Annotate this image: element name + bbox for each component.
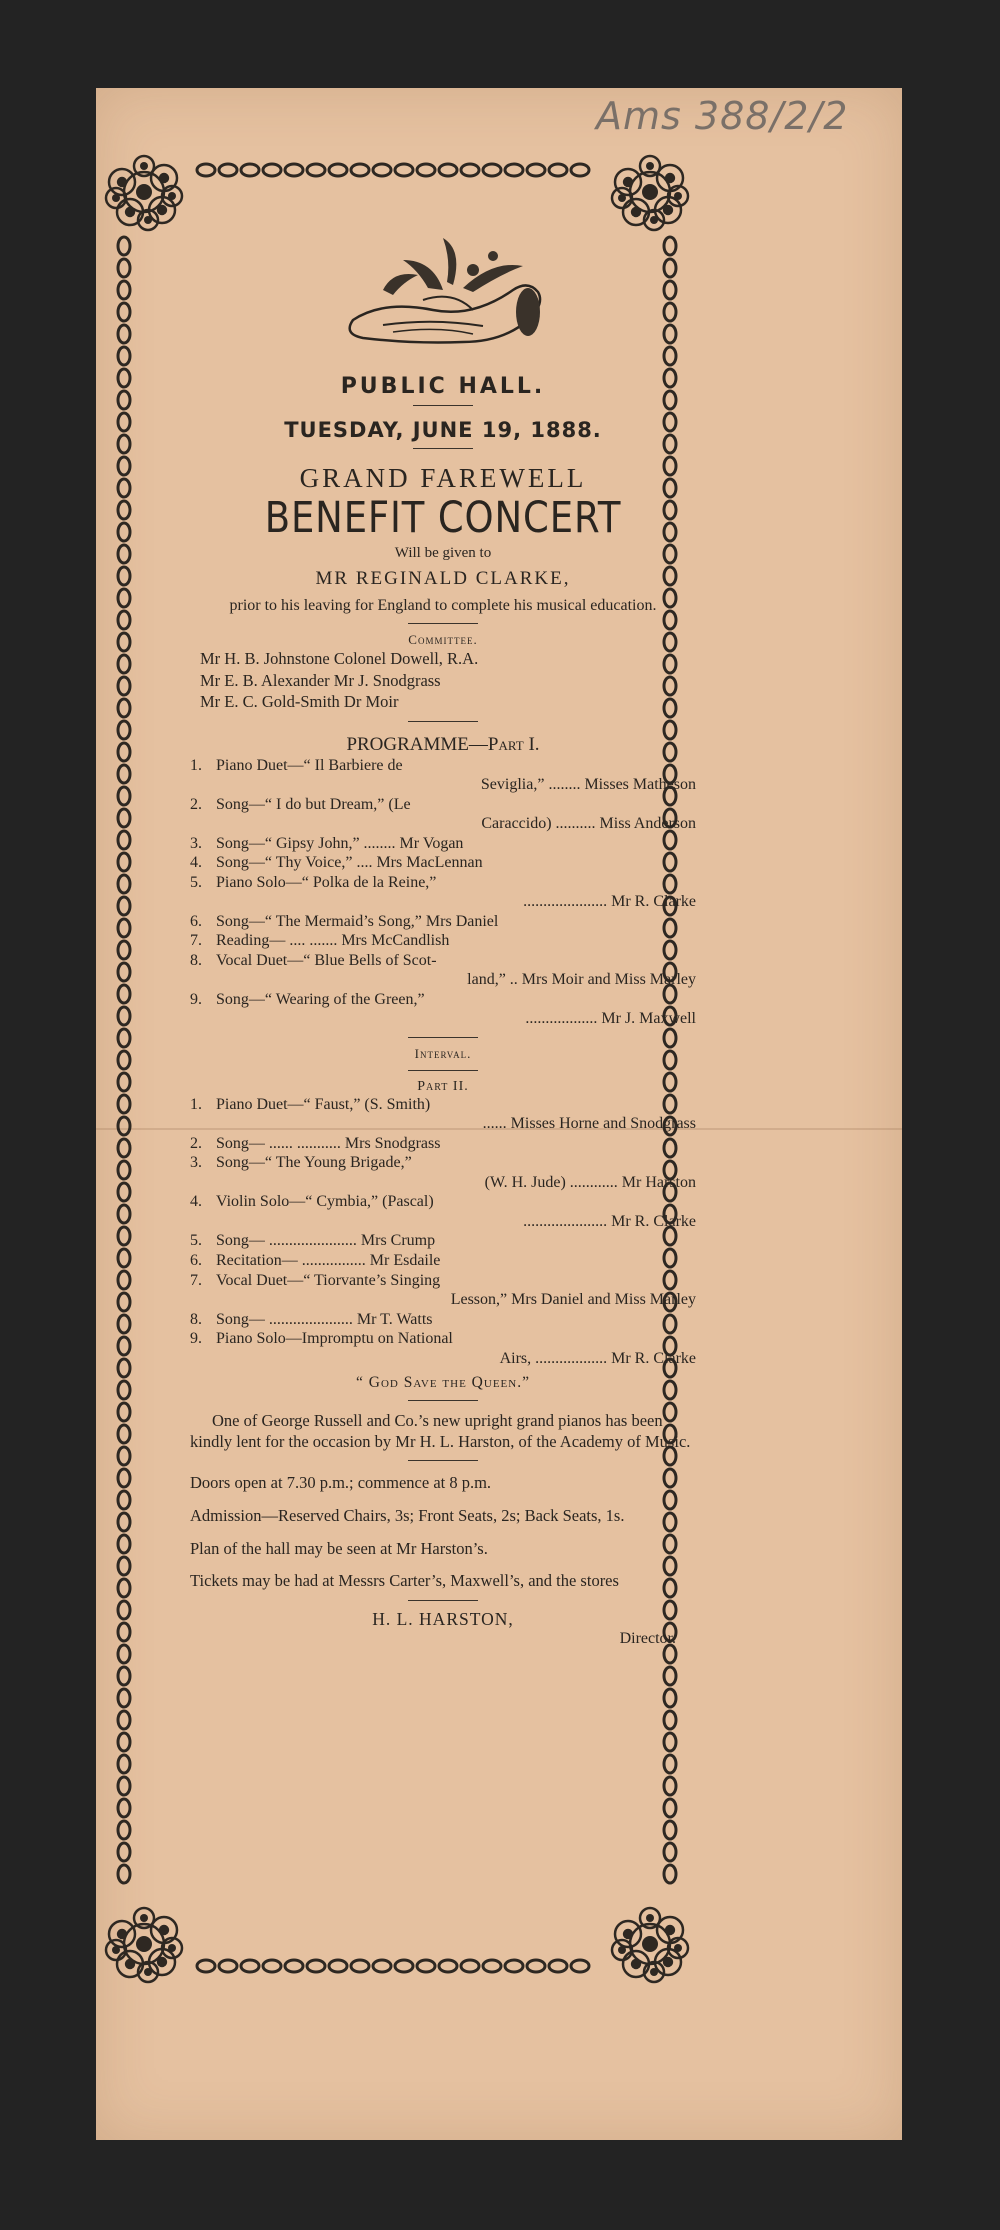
- divider: [408, 1400, 478, 1401]
- chain-link: [118, 677, 130, 695]
- doors-line: Doors open at 7.30 p.m.; commence at 8 p.m.: [190, 1473, 492, 1493]
- programme-item: [190, 912, 696, 932]
- chain-link: [118, 941, 130, 959]
- programme-item: [190, 1271, 696, 1310]
- item-text: Piano Solo—Impromptu on National: [216, 1330, 453, 1348]
- chain-link: [118, 1095, 130, 1113]
- divider: [408, 721, 478, 722]
- chain-link: [417, 1960, 435, 1972]
- piano-note: One of George Russell and Co.’s new upright grand pianos has been kindly lent for the occasion by Mr H. L. Harston, of the Academy of Music.: [190, 1411, 691, 1451]
- chain-link: [664, 1865, 676, 1883]
- chain-link: [664, 1667, 676, 1685]
- chain-link: [118, 1755, 130, 1773]
- programme-item: [190, 873, 696, 912]
- chain-link: [118, 1667, 130, 1685]
- programme-item: [190, 1095, 696, 1134]
- chain-link: [307, 1960, 325, 1972]
- chain-link: [329, 1960, 347, 1972]
- chain-link: [118, 303, 130, 321]
- chain-link: [118, 633, 130, 651]
- divider: [408, 1460, 478, 1461]
- chain-link: [118, 413, 130, 431]
- item-number: 2.: [190, 795, 202, 813]
- chain-link: [571, 1960, 589, 1972]
- chain-link: [118, 1447, 130, 1465]
- item-performer: ...... Misses Horne and Snodgrass: [482, 1115, 696, 1133]
- committee-heading: Committee.: [408, 632, 478, 648]
- chain-link: [263, 164, 281, 176]
- chain-link: [664, 1777, 676, 1795]
- chain-link: [664, 1821, 676, 1839]
- divider: [408, 1070, 478, 1071]
- chain-link: [118, 589, 130, 607]
- programme-item: [190, 1251, 696, 1271]
- divider: [408, 1600, 478, 1601]
- chain-link: [118, 1865, 130, 1883]
- chain-link: [395, 1960, 413, 1972]
- item-number: 4.: [190, 854, 202, 872]
- item-number: 1.: [190, 1095, 202, 1113]
- item-text: Vocal Duet—“ Blue Bells of Scot-: [216, 951, 437, 969]
- item-text: Song— ...................... Mrs Crump: [216, 1232, 436, 1250]
- item-number: 7.: [190, 1271, 202, 1289]
- floral-corner-icon: [612, 156, 688, 230]
- chain-link: [118, 743, 130, 761]
- benefit-concert-title: BENEFIT CONCERT: [264, 493, 622, 543]
- purpose-line: prior to his leaving for England to complete his musical education.: [229, 597, 657, 615]
- director-name: H. L. HARSTON,: [372, 1608, 514, 1629]
- chain-link: [219, 1960, 237, 1972]
- chain-link: [118, 1381, 130, 1399]
- programme-item: [190, 756, 696, 795]
- chain-link: [118, 1403, 130, 1421]
- item-text: Vocal Duet—“ Tiorvante’s Singing: [216, 1271, 441, 1289]
- chain-link: [118, 853, 130, 871]
- item-text: Song— ..................... Mr T. Watts: [216, 1310, 433, 1328]
- item-text: Recitation— ................ Mr Esdaile: [216, 1251, 441, 1269]
- item-number: 5.: [190, 1232, 202, 1250]
- chain-link: [373, 164, 391, 176]
- divider: [408, 1037, 478, 1038]
- chain-link: [329, 164, 347, 176]
- committee-list: [190, 648, 696, 712]
- committee-line: Mr E. C. Gold-Smith Dr Moir: [200, 692, 399, 712]
- item-performer: (W. H. Jude) ............ Mr Harston: [484, 1173, 696, 1191]
- item-number: 7.: [190, 932, 202, 950]
- chain-link: [549, 1960, 567, 1972]
- item-number: 6.: [190, 1251, 202, 1269]
- chain-link: [118, 1777, 130, 1795]
- chain-link: [505, 164, 523, 176]
- chain-link: [118, 1469, 130, 1487]
- chain-link: [118, 1513, 130, 1531]
- chain-link: [118, 787, 130, 805]
- programme-item: [190, 951, 696, 990]
- programme-item: [190, 1231, 696, 1251]
- chain-link: [118, 545, 130, 563]
- programme-item: [190, 795, 696, 834]
- interval-label: Interval.: [414, 1045, 472, 1061]
- chain-link: [118, 1029, 130, 1047]
- chain-link: [664, 1711, 676, 1729]
- item-text: Song—“ I do but Dream,” (Le: [216, 795, 411, 813]
- chain-link: [527, 1960, 545, 1972]
- committee-line: Mr H. B. Johnstone Colonel Dowell, R.A.: [200, 649, 479, 669]
- divider: [413, 405, 473, 406]
- item-text: Song—“ Wearing of the Green,”: [216, 990, 425, 1008]
- chain-link: [118, 875, 130, 893]
- part2-items: [190, 1095, 696, 1368]
- chain-link: [118, 1623, 130, 1641]
- part2-label: Part II.: [417, 1078, 469, 1094]
- programme-item: [190, 990, 696, 1029]
- chain-link: [664, 1733, 676, 1751]
- item-text: Song—“ The Young Brigade,”: [216, 1154, 412, 1172]
- item-text: Song—“ The Mermaid’s Song,” Mrs Daniel: [216, 912, 499, 930]
- chain-link: [118, 1645, 130, 1663]
- item-number: 6.: [190, 912, 202, 930]
- chain-link: [118, 1161, 130, 1179]
- chain-link: [664, 1755, 676, 1773]
- floral-corner-icon: [106, 1908, 182, 1982]
- chain-link: [285, 164, 303, 176]
- chain-link: [664, 1799, 676, 1817]
- chain-link: [118, 1557, 130, 1575]
- item-text: Song— ...... ........... Mrs Snodgrass: [216, 1134, 441, 1152]
- chain-link: [483, 1960, 501, 1972]
- chain-link: [118, 435, 130, 453]
- chain-link: [118, 897, 130, 915]
- floral-corner-icon: [612, 1908, 688, 1982]
- chain-link: [197, 1960, 215, 1972]
- chain-link: [118, 1139, 130, 1157]
- chain-link: [461, 1960, 479, 1972]
- item-number: 9.: [190, 1330, 202, 1348]
- chain-link: [118, 1051, 130, 1069]
- horn-emblem-icon: [323, 230, 563, 360]
- chain-link: [527, 164, 545, 176]
- item-text: Song—“ Gipsy John,” ........ Mr Vogan: [216, 834, 464, 852]
- chain-link: [351, 164, 369, 176]
- chain-link: [439, 1960, 457, 1972]
- chain-link: [285, 1960, 303, 1972]
- chain-link: [118, 1689, 130, 1707]
- divider: [413, 448, 473, 449]
- chain-link: [118, 281, 130, 299]
- chain-link: [118, 985, 130, 1003]
- chain-link: [263, 1960, 281, 1972]
- chain-link: [118, 347, 130, 365]
- chain-link: [118, 479, 130, 497]
- item-number: 3.: [190, 834, 202, 852]
- chain-link: [118, 1271, 130, 1289]
- item-number: 2.: [190, 1134, 202, 1152]
- programme-title: PROGRAMME: [346, 733, 469, 755]
- chain-link: [118, 1227, 130, 1245]
- chain-link: [417, 164, 435, 176]
- chain-link: [118, 699, 130, 717]
- chain-link: [118, 1183, 130, 1201]
- item-performer: Caraccido) .......... Miss Anderson: [481, 815, 696, 833]
- chain-link: [118, 369, 130, 387]
- chain-link: [118, 1073, 130, 1091]
- item-text: Piano Solo—“ Polka de la Reine,”: [216, 873, 437, 891]
- chain-link: [197, 164, 215, 176]
- chain-link: [118, 1117, 130, 1135]
- chain-link: [118, 1293, 130, 1311]
- programme-item: [190, 1134, 696, 1154]
- programme-heading: [190, 734, 696, 756]
- item-text: Violin Solo—“ Cymbia,” (Pascal): [216, 1193, 434, 1211]
- chain-link: [118, 325, 130, 343]
- chain-link: [219, 164, 237, 176]
- chain-link: [118, 1205, 130, 1223]
- item-number: 9.: [190, 990, 202, 1008]
- programme-item: [190, 1153, 696, 1192]
- chain-link: [118, 501, 130, 519]
- given-to-line: Will be given to: [394, 545, 492, 562]
- item-performer: Airs, .................. Mr R. Clarke: [499, 1349, 696, 1367]
- floral-corner-icon: [106, 156, 182, 230]
- chain-link: [118, 1007, 130, 1025]
- chain-link: [241, 164, 259, 176]
- programme-item: [190, 1192, 696, 1231]
- chain-link: [118, 1337, 130, 1355]
- programme-item: [190, 1310, 696, 1330]
- chain-link: [118, 1249, 130, 1267]
- item-performer: Seviglia,” ........ Misses Matheson: [480, 776, 696, 794]
- programme-item: [190, 1329, 696, 1368]
- chain-link: [118, 523, 130, 541]
- chain-link: [307, 164, 325, 176]
- chain-link: [118, 721, 130, 739]
- chain-link: [505, 1960, 523, 1972]
- grand-farewell-heading: GRAND FAREWELL: [299, 463, 587, 493]
- chain-link: [483, 164, 501, 176]
- item-text: Piano Duet—“ Faust,” (S. Smith): [216, 1095, 431, 1113]
- item-number: 5.: [190, 873, 202, 891]
- item-text: Song—“ Thy Voice,” .... Mrs MacLennan: [216, 854, 483, 872]
- chain-link: [118, 831, 130, 849]
- chain-link: [118, 1733, 130, 1751]
- item-performer: ..................... Mr R. Clarke: [523, 1212, 696, 1230]
- chain-link: [118, 1535, 130, 1553]
- item-performer: .................. Mr J. Maxwell: [525, 1010, 696, 1028]
- chain-link: [439, 164, 457, 176]
- chain-link: [118, 1799, 130, 1817]
- beneficiary-name: MR REGINALD CLARKE,: [315, 568, 571, 590]
- director-title: Director.: [619, 1629, 676, 1647]
- chain-link: [118, 919, 130, 937]
- item-number: 8.: [190, 951, 202, 969]
- programme-item: [190, 931, 696, 951]
- chain-link: [118, 809, 130, 827]
- item-number: 4.: [190, 1193, 202, 1211]
- chain-link: [118, 765, 130, 783]
- chain-link: [118, 963, 130, 981]
- catalog-mark: Ams 388/2/2: [596, 94, 849, 138]
- admission-line: Admission—Reserved Chairs, 3s; Front Seats, 2s; Back Seats, 1s.: [190, 1505, 625, 1525]
- chain-link: [664, 1689, 676, 1707]
- committee-line: Mr E. B. Alexander Mr J. Snodgrass: [200, 670, 441, 690]
- chain-link: [571, 164, 589, 176]
- chain-link: [118, 1491, 130, 1509]
- chain-link: [118, 1315, 130, 1333]
- chain-link: [241, 1960, 259, 1972]
- divider: [408, 623, 478, 624]
- chain-link: [664, 1843, 676, 1861]
- chain-link: [395, 164, 413, 176]
- chain-link: [118, 259, 130, 277]
- programme-item: [190, 834, 696, 854]
- item-number: 8.: [190, 1310, 202, 1328]
- item-performer: ..................... Mr R. Clarke: [523, 893, 696, 911]
- item-performer: land,” .. Mrs Moir and Miss Marley: [467, 971, 696, 989]
- tickets-line: Tickets may be had at Messrs Carter’s, Maxwell’s, and the stores: [190, 1571, 619, 1591]
- part1-label: —Part I.: [468, 733, 540, 755]
- chain-link: [118, 1359, 130, 1377]
- chain-link: [118, 391, 130, 409]
- chain-link: [118, 655, 130, 673]
- item-text: Reading— .... ....... Mrs McCandlish: [216, 932, 450, 950]
- anthem-line: “ God Save the Queen.”: [356, 1374, 530, 1392]
- chain-link: [118, 1843, 130, 1861]
- venue-title: PUBLIC HALL.: [340, 374, 546, 399]
- chain-link: [118, 1425, 130, 1443]
- item-number: 3.: [190, 1154, 202, 1172]
- chain-link: [118, 611, 130, 629]
- chain-link: [118, 1601, 130, 1619]
- concert-date: TUESDAY, JUNE 19, 1888.: [284, 418, 602, 442]
- item-performer: Lesson,” Mrs Daniel and Miss Marley: [450, 1291, 696, 1309]
- playbill-content: [190, 230, 696, 1648]
- item-number: 1.: [190, 756, 202, 774]
- chain-link: [373, 1960, 391, 1972]
- plan-line: Plan of the hall may be seen at Mr Harston’s.: [190, 1538, 488, 1558]
- chain-link: [118, 567, 130, 585]
- chain-link: [118, 1711, 130, 1729]
- chain-link: [118, 1579, 130, 1597]
- part1-items: [190, 756, 696, 1029]
- item-text: Piano Duet—“ Il Barbiere de: [216, 756, 403, 774]
- chain-link: [118, 1821, 130, 1839]
- chain-link: [118, 457, 130, 475]
- chain-link: [549, 164, 567, 176]
- programme-item: [190, 853, 696, 873]
- chain-link: [351, 1960, 369, 1972]
- chain-link: [461, 164, 479, 176]
- chain-link: [118, 237, 130, 255]
